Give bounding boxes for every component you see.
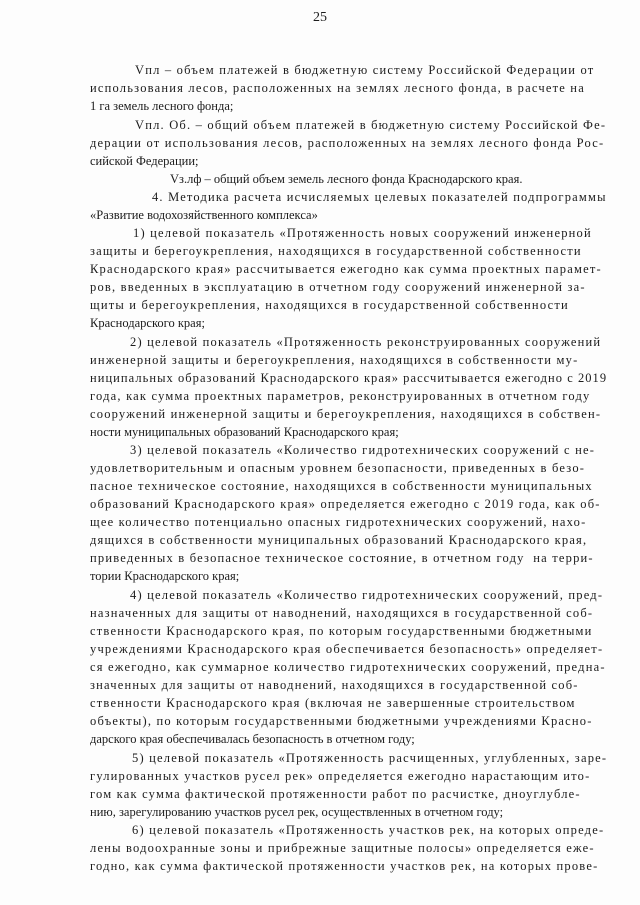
text-line: 2) целевой показатель «Протяженность реконструированных сооружений [130,335,602,349]
text-line: образований Краснодарского края» определяется ежегодно с 2019 года, как об- [90,497,601,511]
text-line: Vпл – объем платежей в бюджетную систему Российской Федерации от [135,63,595,77]
text-line: значенных для защиты от наводнений, находящихся в государственной соб- [90,678,579,692]
text-line: объекты), по которым государственными бюджетными учреждениями Красно- [90,714,593,728]
text-line: назначенных для защиты от наводнений, находящихся в государственной соб- [90,606,594,620]
text-line: 1 га земель лесного фонда; [90,99,234,113]
text-line: ниципальных образований Краснодарского края» рассчитывается ежегодно с 2019 [90,371,608,385]
text-line: 5) целевой показатель «Протяженность расчищенных, углубленных, заре- [132,751,608,765]
text-line: гом как сумма фактической протяженности работ по расчистке, дноуглубле- [90,787,581,801]
text-line: защиты и берегоукрепления, находящихся в государственной собственности [90,244,582,258]
text-line: «Развитие водохозяйственного комплекса» [90,208,318,222]
text-line: года, как сумма проектных параметров, реконструированных в отчетном году [90,389,591,403]
text-line: ственности Краснодарского края (включая не завершенные строительством [90,696,576,710]
text-line: 4. Методика расчета исчисляемых целевых показателей подпрограммы [152,190,607,204]
text-line: ров, введенных в эксплуатацию в отчетном году сооружений инженерной за- [90,280,586,294]
text-line: ственности Краснодарского края, по которым государственными бюджетными [90,624,593,638]
text-line: инженерной защиты и берегоукрепления, находящихся в собственности му- [90,353,579,367]
text-line: ся ежегодно, как суммарное количество гидротехнических сооружений, предна- [90,660,606,674]
text-line: сийской Федерации; [90,154,199,168]
text-line: щее количество потенциально опасных гидротехнических сооружений, нахо- [90,515,587,529]
text-line: лены водоохранные зоны и прибрежные защитные полосы» определяется еже- [90,841,595,855]
text-line: дарского края обеспечивалась безопасность в отчетном году; [90,732,415,746]
text-line: учреждениями Краснодарского края обеспечивается безопасность» определяет- [90,642,604,656]
text-line: использования лесов, расположенных на землях лесного фонда, в расчете на [90,81,585,95]
text-line: приведенных в безопасное техническое состояние, в отчетном году на терри- [90,551,594,565]
page-number: 25 [313,10,327,25]
text-line: 1) целевой показатель «Протяженность новых сооружений инженерной [133,226,592,240]
text-line: 4) целевой показатель «Количество гидротехнических сооружений, пред- [130,588,604,602]
text-line: Vпл. Об. – общий объем платежей в бюджетную систему Российской Фе- [135,118,607,132]
text-line: дящихся в собственности муниципальных образований Краснодарского края, [90,533,588,547]
text-line: 6) целевой показатель «Протяженность участков рек, на которых опреде- [132,823,605,837]
text-line: Краснодарского края» рассчитывается ежегодно как сумма проектных парамет- [90,262,602,276]
text-line: нию, зарегулированию участков русел рек, осуществленных в отчетном году; [90,805,504,819]
text-line: гулированных участков русел рек» определяется ежегодно нарастающим ито- [90,769,591,783]
text-line: ности муниципальных образований Краснодарского края; [90,425,399,439]
text-line: удовлетворительным и опасным уровнем безопасности, приведенных в безо- [90,461,586,475]
text-line: годно, как сумма фактической протяженности участков рек, на которых прове- [90,859,599,873]
text-line: Vз.лф – общий объем земель лесного фонда Краснодарского края. [170,172,523,186]
text-line: Краснодарского края; [90,316,205,330]
text-line: пасное техническое состояние, находящихся в собственности муниципальных [90,479,593,493]
text-line: дерации от использования лесов, расположенных на землях лесного фонда Рос- [90,136,605,150]
text-line: сооружений инженерной защиты и берегоукрепления, находящихся в собствен- [90,407,602,421]
text-line: щиты и берегоукрепления, находящихся в государственной собственности [90,298,569,312]
text-line: 3) целевой показатель «Количество гидротехнических сооружений с не- [130,443,596,457]
text-line: тории Краснодарского края; [90,569,240,583]
